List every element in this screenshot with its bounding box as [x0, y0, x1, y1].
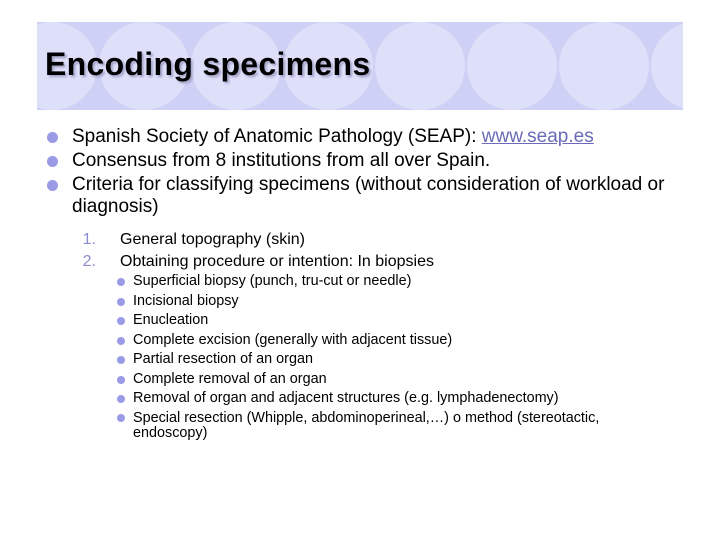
bullet-dot-icon: [117, 356, 125, 364]
bullet-dot-icon: [117, 395, 125, 403]
procedure-item: [117, 331, 677, 351]
bullet-dot-icon: [117, 298, 125, 306]
decorative-circle: [467, 22, 557, 110]
bullet-item-seap: [45, 126, 695, 148]
bullet-text: Criteria for classifying specimens (without consideration of workload or diagnosis): [72, 174, 665, 217]
bullet-item-consensus: [45, 150, 695, 172]
decorative-circle: [375, 22, 465, 110]
procedure-text: Enucleation: [133, 312, 209, 328]
procedure-text: Partial resection of an organ: [133, 351, 313, 367]
criteria-text: Obtaining procedure or intention: In biopsies: [120, 253, 434, 270]
procedure-item: [117, 272, 677, 292]
title-band: [37, 22, 683, 110]
decorative-circle: [559, 22, 649, 110]
bullet-dot-icon: [47, 156, 58, 167]
procedure-item: [117, 409, 677, 442]
procedure-item: [117, 311, 677, 331]
main-bullet-list: [45, 126, 695, 220]
bullet-dot-icon: [117, 414, 125, 422]
criteria-number: 1.: [82, 231, 96, 248]
bullet-dot-icon: [117, 337, 125, 345]
procedure-list: [117, 272, 677, 442]
bullet-dot-icon: [117, 317, 125, 325]
bullet-text: Consensus from 8 institutions from all over Spain.: [72, 150, 491, 171]
seap-link[interactable]: www.seap.es: [481, 126, 594, 147]
bullet-dot-icon: [47, 132, 58, 143]
procedure-item: [117, 370, 677, 390]
procedure-item: [117, 292, 677, 312]
criteria-item: [78, 251, 678, 273]
criteria-text: General topography (skin): [120, 231, 305, 248]
procedure-item: [117, 389, 677, 409]
procedure-text: Special resection (Whipple, abdominoperineal,…) o method (stereotactic, endoscopy): [133, 409, 600, 441]
bullet-dot-icon: [117, 376, 125, 384]
procedure-text: Incisional biopsy: [133, 292, 239, 309]
criteria-number: 2.: [82, 253, 96, 270]
decorative-circle: [651, 22, 683, 110]
criteria-list: [78, 229, 678, 273]
procedure-text: Superficial biopsy (punch, tru-cut or needle): [133, 273, 412, 289]
procedure-text: Removal of organ and adjacent structures (e.g. lymphadenectomy): [133, 390, 559, 406]
procedure-text: Complete removal of an organ: [133, 370, 327, 387]
criteria-item: [78, 229, 678, 251]
bullet-item-criteria: [45, 174, 695, 218]
bullet-dot-icon: [117, 278, 125, 286]
bullet-text: Spanish Society of Anatomic Pathology (SEAP):: [72, 126, 482, 147]
procedure-text: Complete excision (generally with adjacent tissue): [133, 331, 453, 348]
procedure-item: [117, 350, 677, 370]
slide-title: Encoding specimens: [45, 46, 371, 82]
bullet-dot-icon: [47, 180, 58, 191]
